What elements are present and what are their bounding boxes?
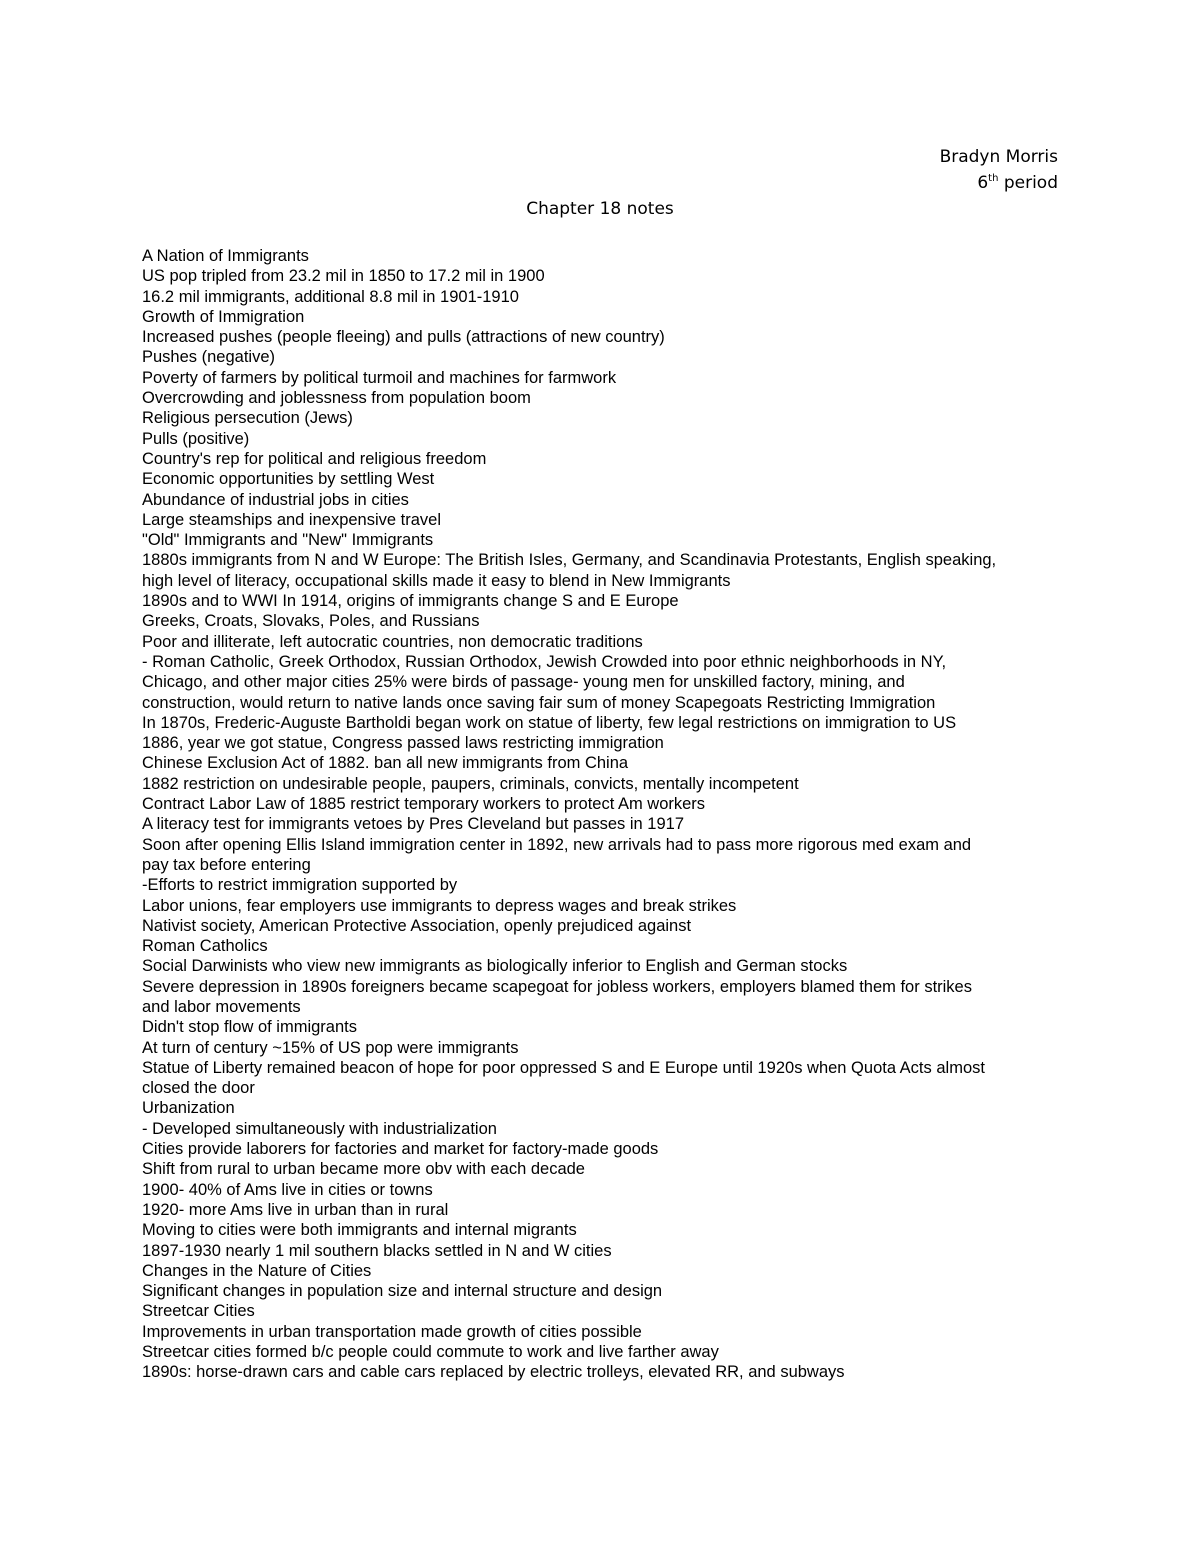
class-period: [940, 170, 1058, 196]
note-line: 1920- more Ams live in urban than in rural: [142, 1200, 449, 1219]
note-line: Changes in the Nature of Cities: [142, 1261, 372, 1280]
document-header: [940, 144, 1058, 196]
note-line: 1890s and to WWI In 1914, origins of immigrants change S and E Europe: [142, 592, 679, 611]
note-line: Didn't stop flow of immigrants: [142, 1018, 357, 1037]
note-line: US pop tripled from 23.2 mil in 1850 to 17.2 mil in 1900: [142, 267, 545, 286]
note-line: 1882 restriction on undesirable people, paupers, criminals, convicts, mentally incompetent: [142, 774, 799, 793]
note-line: 1880s immigrants from N and W Europe: The British Isles, Germany, and Scandinavia Protestants, English speaking,: [142, 551, 997, 570]
note-line: - Roman Catholic, Greek Orthodox, Russian Orthodox, Jewish Crowded into poor ethnic neighborhoods in NY,: [142, 652, 947, 671]
period-ordinal-suffix: th: [988, 173, 999, 184]
note-line: Pushes (negative): [142, 348, 275, 367]
note-line: Labor unions, fear employers use immigrants to depress wages and break strikes: [142, 896, 737, 915]
note-line: Severe depression in 1890s foreigners became scapegoat for jobless workers, employers blamed them for strikes: [142, 977, 972, 996]
note-line: Roman Catholics: [142, 937, 268, 956]
note-line: In 1870s, Frederic-Auguste Bartholdi began work on statue of liberty, few legal restrictions on immigration to US: [142, 713, 957, 732]
note-line: Nativist society, American Protective Association, openly prejudiced against: [142, 916, 692, 935]
note-line: "Old" Immigrants and "New" Immigrants: [142, 531, 434, 550]
note-line: closed the door: [142, 1079, 255, 1098]
note-line: Chicago, and other major cities 25% were birds of passage- young men for unskilled factory, mining, and: [142, 673, 905, 692]
period-label: period: [998, 173, 1058, 193]
note-line: construction, would return to native lands once saving fair sum of money Scapegoats Restricting Immigration: [142, 693, 936, 712]
note-line: Chinese Exclusion Act of 1882. ban all new immigrants from China: [142, 754, 629, 773]
note-line: 16.2 mil immigrants, additional 8.8 mil in 1901-1910: [142, 287, 519, 306]
note-line: Religious persecution (Jews): [142, 409, 353, 428]
note-line: Social Darwinists who view new immigrants as biologically inferior to English and German stocks: [142, 957, 848, 976]
note-line: pay tax before entering: [142, 855, 311, 874]
note-line: Large steamships and inexpensive travel: [142, 510, 442, 529]
document-title: Chapter 18 notes: [526, 199, 674, 219]
note-line: Contract Labor Law of 1885 restrict temporary workers to protect Am workers: [142, 795, 706, 814]
note-line: Urbanization: [142, 1099, 235, 1118]
note-line: Soon after opening Ellis Island immigration center in 1892, new arrivals had to pass more rigorous med exam and: [142, 835, 972, 854]
note-line: Abundance of industrial jobs in cities: [142, 490, 409, 509]
note-line: Streetcar cities formed b/c people could commute to work and live farther away: [142, 1343, 719, 1362]
note-line: Cities provide laborers for factories and market for factory-made goods: [142, 1140, 659, 1159]
notes-body: [142, 246, 1072, 1383]
note-line: 1900- 40% of Ams live in cities or towns: [142, 1180, 433, 1199]
note-line: Pulls (positive): [142, 429, 250, 448]
note-line: A Nation of Immigrants: [142, 247, 309, 265]
note-line: Moving to cities were both immigrants and internal migrants: [142, 1221, 577, 1240]
note-line: Economic opportunities by settling West: [142, 470, 435, 489]
period-number: 6: [977, 173, 989, 193]
note-line: Improvements in urban transportation made growth of cities possible: [142, 1322, 642, 1341]
note-line: 1886, year we got statue, Congress passed laws restricting immigration: [142, 734, 664, 753]
note-line: and labor movements: [142, 997, 301, 1016]
note-line: Statue of Liberty remained beacon of hope for poor oppressed S and E Europe until 1920s when Quota Acts almost: [142, 1058, 985, 1077]
note-line: Overcrowding and joblessness from population boom: [142, 389, 531, 408]
note-line: Country's rep for political and religious freedom: [142, 449, 487, 468]
note-line: 1897-1930 nearly 1 mil southern blacks settled in N and W cities: [142, 1241, 612, 1260]
note-line: Significant changes in population size and internal structure and design: [142, 1282, 663, 1301]
note-line: Poverty of farmers by political turmoil and machines for farmwork: [142, 368, 617, 387]
note-line: Growth of Immigration: [142, 307, 305, 326]
note-line: 1890s: horse-drawn cars and cable cars replaced by electric trolleys, elevated RR, and subways: [142, 1363, 845, 1382]
note-line: Greeks, Croats, Slovaks, Poles, and Russians: [142, 612, 480, 631]
note-line: Streetcar Cities: [142, 1302, 255, 1321]
note-line: high level of literacy, occupational skills made it easy to blend in New Immigrants: [142, 571, 731, 590]
note-line: Poor and illiterate, left autocratic countries, non democratic traditions: [142, 632, 643, 651]
note-line: -Efforts to restrict immigration supported by: [142, 876, 458, 895]
note-line: At turn of century ~15% of US pop were immigrants: [142, 1038, 519, 1057]
note-line: - Developed simultaneously with industrialization: [142, 1119, 497, 1138]
note-line: Shift from rural to urban became more obv with each decade: [142, 1160, 585, 1179]
author-name: Bradyn Morris: [939, 147, 1058, 167]
note-line: Increased pushes (people fleeing) and pulls (attractions of new country): [142, 328, 665, 347]
note-line: A literacy test for immigrants vetoes by Pres Cleveland but passes in 1917: [142, 815, 685, 834]
